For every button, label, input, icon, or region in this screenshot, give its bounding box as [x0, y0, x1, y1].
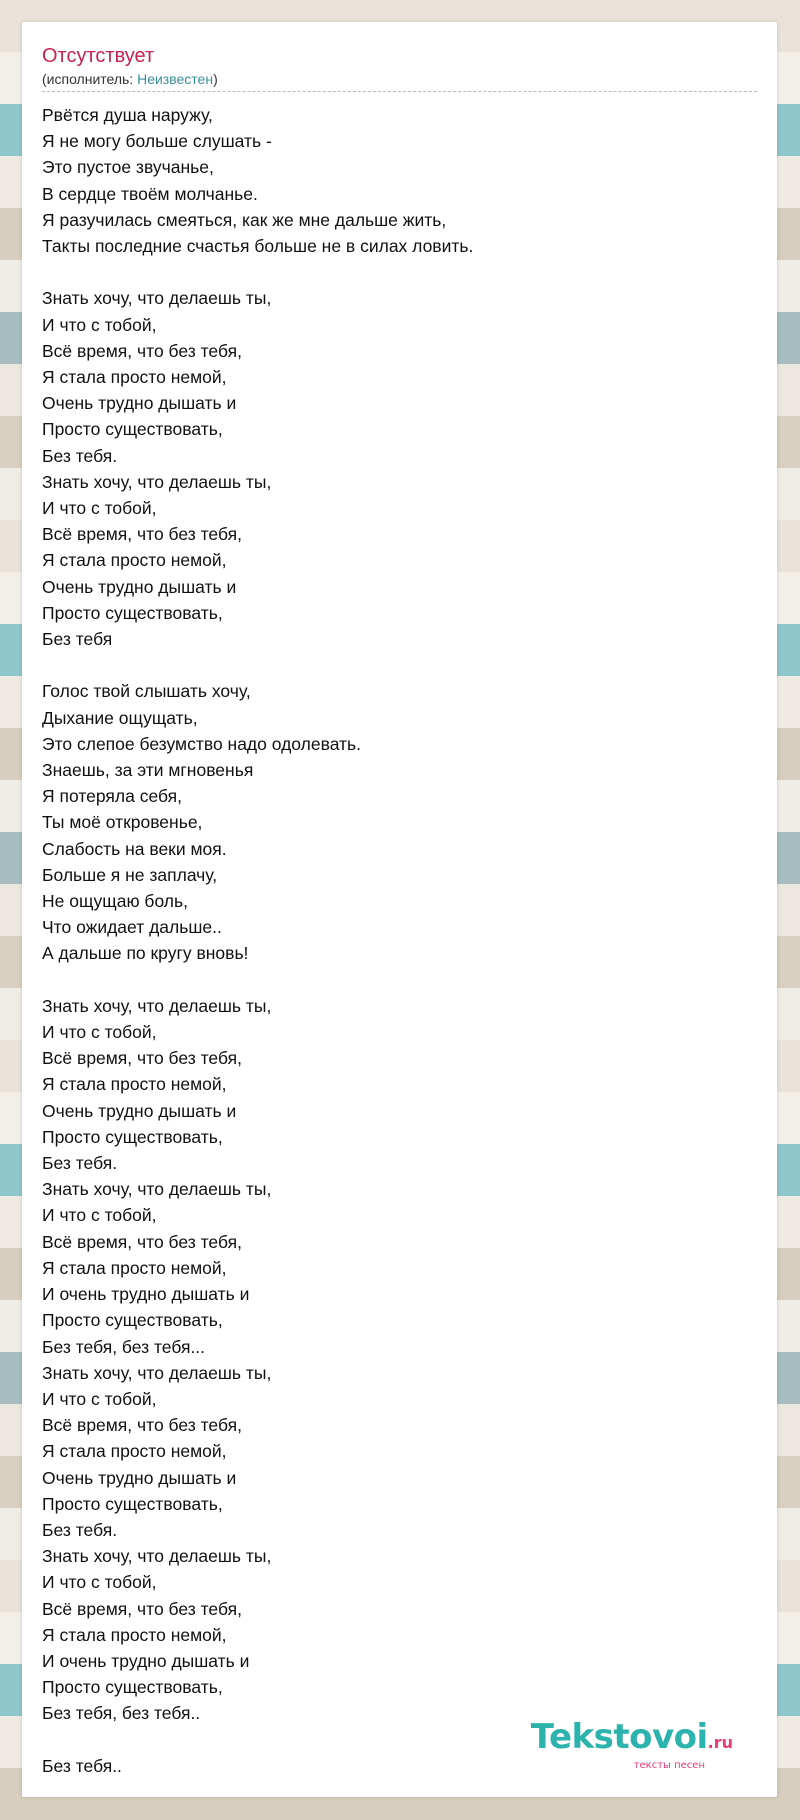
lyric-line: Я стала просто немой, [42, 1624, 227, 1645]
lyric-line [42, 967, 757, 993]
lyric-line: Очень трудно дышать и [42, 393, 237, 414]
lyric-line: Просто существовать, [42, 1677, 223, 1698]
artist-prefix: (исполнитель: [42, 71, 138, 87]
logo-tagline: тексты песен [633, 1760, 705, 1771]
lyric-line: Очень трудно дышать и [42, 1100, 237, 1121]
lyric-line: Такты последние счастья больше не в силах ловить. [42, 236, 474, 257]
lyrics-text [42, 102, 757, 1779]
lyric-line: Очень трудно дышать и [42, 576, 237, 597]
lyric-line: Просто существовать, [42, 1493, 223, 1514]
lyric-line: Я стала просто немой, [42, 367, 227, 388]
lyric-line: И очень трудно дышать и [42, 1650, 250, 1671]
lyric-line: И очень трудно дышать и [42, 1284, 250, 1305]
logo-tld: .ru [707, 1733, 733, 1752]
lyric-line: И что с тобой, [42, 1388, 157, 1409]
lyric-line: Всё время, что без тебя, [42, 1048, 242, 1069]
song-title: Отсутствует [42, 45, 155, 67]
lyric-line: Знать хочу, что делаешь ты, [42, 995, 272, 1016]
lyric-line: Я стала просто немой, [42, 1074, 227, 1095]
lyric-line: Я разучилась смеяться, как же мне дальше жить, [42, 209, 447, 230]
lyric-line: Знать хочу, что делаешь ты, [42, 288, 272, 309]
artist-link[interactable]: Неизвестен [137, 71, 214, 87]
artist-suffix: ) [213, 71, 218, 87]
lyric-line [42, 652, 757, 678]
lyric-line: Голос твой слышать хочу, [42, 681, 251, 702]
lyric-line: И что с тобой, [42, 1572, 157, 1593]
lyric-line: Знать хочу, что делаешь ты, [42, 1546, 272, 1567]
lyric-line: Больше я не заплачу, [42, 864, 218, 885]
lyric-line: Просто существовать, [42, 1126, 223, 1147]
lyric-line: Это слепое безумство надо одолевать. [42, 733, 362, 754]
lyric-line: Знать хочу, что делаешь ты, [42, 471, 272, 492]
lyric-line: Просто существовать, [42, 1310, 223, 1331]
lyric-line: Очень трудно дышать и [42, 1467, 237, 1488]
lyric-line: Знать хочу, что делаешь ты, [42, 1179, 272, 1200]
lyric-line: Всё время, что без тебя, [42, 1415, 242, 1436]
lyric-line: Всё время, что без тебя, [42, 1231, 242, 1252]
lyric-line: Я потеряла себя, [42, 786, 182, 807]
lyric-line: Без тебя.. [42, 1755, 122, 1776]
lyric-line: Без тебя [42, 629, 113, 650]
lyric-line: Без тебя, без тебя... [42, 1336, 206, 1357]
lyric-line: А дальше по кругу вновь! [42, 943, 249, 964]
lyric-line: Рвётся душа наружу, [42, 105, 213, 125]
lyric-line: Я стала просто немой, [42, 550, 227, 571]
artist-line [42, 70, 757, 88]
lyric-line: Дыхание ощущать, [42, 707, 198, 728]
lyric-line: Я стала просто немой, [42, 1441, 227, 1462]
lyric-line: И что с тобой, [42, 498, 157, 519]
lyric-line: Я не могу больше слушать - [42, 131, 272, 152]
lyric-line: Без тебя, без тебя.. [42, 1703, 201, 1724]
lyric-line: Это пустое звучанье, [42, 157, 214, 178]
lyric-line: И что с тобой, [42, 1022, 157, 1043]
lyric-line: Всё время, что без тебя, [42, 524, 242, 545]
lyric-line: Просто существовать, [42, 419, 223, 440]
lyric-line: Ты моё откровенье, [42, 812, 203, 833]
lyric-line: И что с тобой, [42, 314, 157, 335]
lyric-line: Слабость на веки моя. [42, 838, 227, 859]
lyric-line: Знать хочу, что делаешь ты, [42, 1362, 272, 1383]
lyric-line: Что ожидает дальше.. [42, 917, 222, 938]
lyric-line: Я стала просто немой, [42, 1257, 227, 1278]
lyric-line: Не ощущаю боль, [42, 891, 188, 912]
lyric-line: Всё время, что без тебя, [42, 340, 242, 361]
lyric-line: И что с тобой, [42, 1205, 157, 1226]
song-header [42, 44, 757, 92]
lyric-line: Без тебя. [42, 1153, 118, 1174]
logo-wordmark [530, 1717, 733, 1760]
lyric-line: Без тебя. [42, 445, 118, 466]
lyric-line: Знаешь, за эти мгновенья [42, 760, 254, 781]
lyric-line: В сердце твоём молчанье. [42, 183, 258, 204]
site-logo[interactable] [530, 1717, 733, 1771]
lyric-line: Всё время, что без тебя, [42, 1598, 242, 1619]
lyric-line: Просто существовать, [42, 602, 223, 623]
logo-main-text: Tekstovoi [530, 1717, 708, 1757]
lyrics-card [22, 22, 777, 1797]
lyric-line [42, 259, 757, 285]
lyric-line: Без тебя. [42, 1519, 118, 1540]
